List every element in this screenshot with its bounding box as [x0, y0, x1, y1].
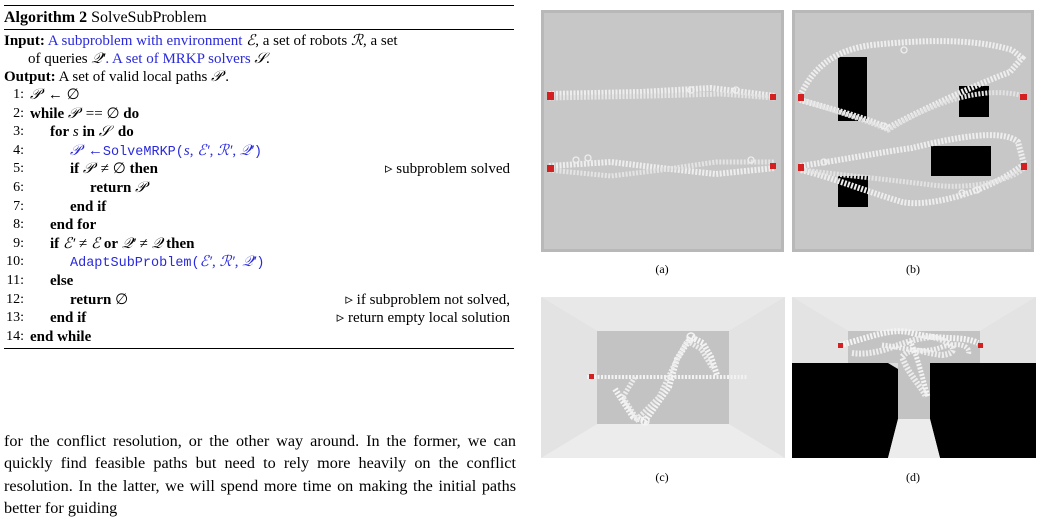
algo-line: 6: return 𝒫′: [4, 179, 514, 198]
input-text-d: of queries: [28, 51, 88, 67]
algo-line: 12: return ∅ ▹ if subproblem not solved,: [4, 291, 514, 310]
caption-d: (d): [906, 470, 920, 484]
algo-line: 3: for s in 𝒮 do: [4, 123, 514, 142]
figure-a: [541, 10, 784, 252]
kw-while: while: [30, 105, 65, 122]
input-text-b: , a set of robots: [255, 33, 348, 49]
algo-line: [4, 198, 514, 217]
caption-c: (c): [655, 470, 669, 484]
line-number: 3:: [13, 124, 24, 140]
algorithm-label: Algorithm 2: [4, 9, 88, 26]
caption-b: (b): [906, 262, 920, 276]
kw-then: then: [166, 235, 195, 252]
line-comment: ▹ subproblem solved: [384, 161, 510, 178]
algorithm-output: Output: A set of valid local paths 𝒫′.: [4, 69, 229, 85]
kw-end-if: end if: [50, 310, 87, 327]
algo-line: [4, 216, 514, 235]
line-number: 11:: [6, 272, 24, 288]
kw-return: return: [70, 291, 112, 308]
kw-end-while: end while: [30, 328, 92, 345]
bottom-rule: [4, 348, 514, 349]
kw-then: then: [129, 161, 158, 178]
kw-for: for: [50, 124, 70, 141]
figure-d: [792, 297, 1036, 458]
kw-end-for: end for: [50, 217, 97, 234]
input-text: A subproblem with environment: [47, 33, 243, 49]
kw-end-if: end if: [70, 198, 107, 215]
algo-line: 10: AdaptSubProblem(ℰ′, ℛ′, 𝒬′): [4, 253, 514, 272]
line-comment: ▹ return empty local solution: [336, 310, 510, 327]
fn-adapt-subproblem: AdaptSubProblem: [70, 256, 192, 272]
algo-line: 9: if ℰ′ ≠ ℰ or 𝒬′ ≠ 𝒬 then: [4, 235, 514, 254]
algorithm-name: SolveSubProblem: [91, 9, 207, 26]
line-number: 14:: [6, 328, 24, 344]
algorithm-title: [4, 6, 514, 29]
input-text-c: , a set: [363, 33, 398, 49]
kw-do: do: [123, 105, 140, 122]
output-text: A set of valid local paths: [58, 69, 208, 85]
line-number: 13:: [6, 310, 24, 326]
line-number: 9:: [13, 235, 24, 251]
figure-b: [792, 10, 1034, 252]
kw-if: if: [70, 161, 80, 178]
algorithm-lines: [4, 86, 514, 346]
kw-or: or: [103, 235, 119, 252]
line-number: 8:: [13, 217, 24, 233]
input-text-e: . A set of MRKP solvers: [105, 51, 251, 67]
algo-line: 5: if 𝒫′ ≠ ∅ then ▹ subproblem solved: [4, 160, 514, 179]
algo-line: 4: 𝒫′ ←SolveMRKP(s, ℰ′, ℛ′, 𝒬′): [4, 142, 514, 161]
kw-return: return: [90, 179, 132, 196]
algo-line: [4, 328, 514, 347]
line-number: 5:: [13, 161, 24, 177]
caption-a: (a): [655, 262, 669, 276]
line-number: 10:: [6, 254, 24, 270]
kw-do: do: [117, 124, 134, 141]
algo-line: 1: 𝒫′ ← ∅: [4, 86, 514, 105]
kw-if: if: [50, 235, 60, 252]
line-number: 4:: [13, 142, 24, 158]
kw-in: in: [82, 124, 96, 141]
algorithm-box: [4, 5, 514, 349]
body-paragraph: for the conflict resolution, or the other way around. In the former, we can quickly find feasible paths but need to rely more heavily on the conflict resolution. In the latter, we will spend more time on making the initial paths better for guiding: [4, 432, 516, 518]
algo-line: [4, 309, 514, 328]
algorithm-input: Input: A subproblem with environment ℰ, a set of robots ℛ, a set of queries 𝒬′. A set of MRKP solvers 𝒮.: [4, 33, 398, 67]
line-number: 7:: [13, 198, 24, 214]
title-rule: [4, 29, 514, 30]
output-label: Output:: [4, 69, 56, 85]
figure-c: [541, 297, 785, 458]
line-number: 12:: [6, 291, 24, 307]
algo-line: 2: while 𝒫′ == ∅ do: [4, 105, 514, 124]
line-number: 6:: [13, 179, 24, 195]
fn-solve-mrkp: SolveMRKP: [102, 144, 176, 160]
kw-else: else: [50, 272, 74, 289]
line-comment: ▹ if subproblem not solved,: [345, 291, 510, 308]
algo-line: [4, 272, 514, 291]
line-number: 2:: [13, 105, 24, 121]
input-label: Input:: [4, 33, 45, 49]
line-number: 1:: [13, 87, 24, 102]
